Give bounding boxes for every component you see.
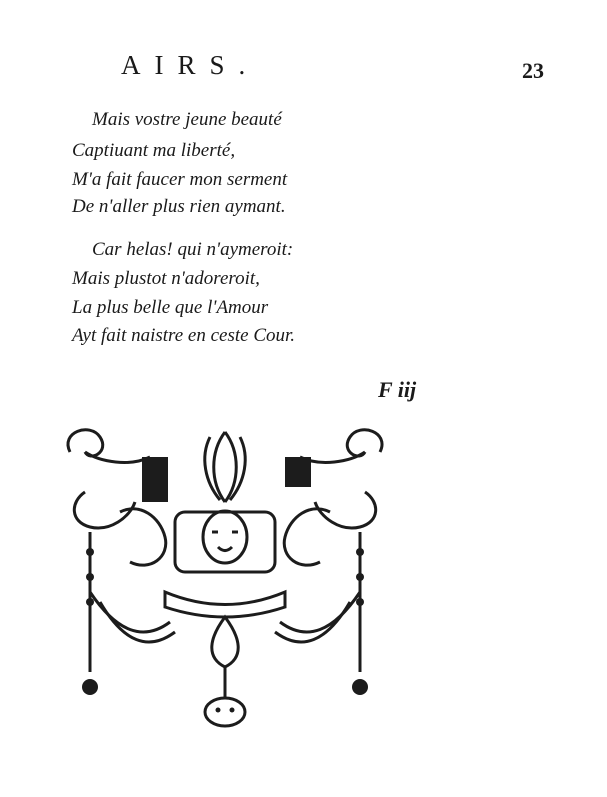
verse-line: La plus belle que l'Amour [72, 297, 269, 318]
running-head: AIRS. [121, 50, 260, 80]
verse-line: M'a fait faucer mon serment [72, 169, 288, 190]
verse-line: De n'aller plus rien aymant. [72, 196, 286, 217]
verse-line: Captiuant ma liberté, [72, 140, 236, 161]
verse-line: Mais vostre jeune beauté [92, 109, 282, 130]
verse-line: Ayt fait naistre en ceste Cour. [72, 325, 296, 346]
grotesque-woodcut-ornament-icon [60, 422, 390, 752]
verse-line: Car helas! qui n'aymeroit: [92, 239, 294, 260]
signature-mark: F iij [378, 377, 417, 402]
verse-line: Mais plustot n'adoreroit, [72, 268, 260, 289]
page-number: 23 [522, 58, 544, 83]
